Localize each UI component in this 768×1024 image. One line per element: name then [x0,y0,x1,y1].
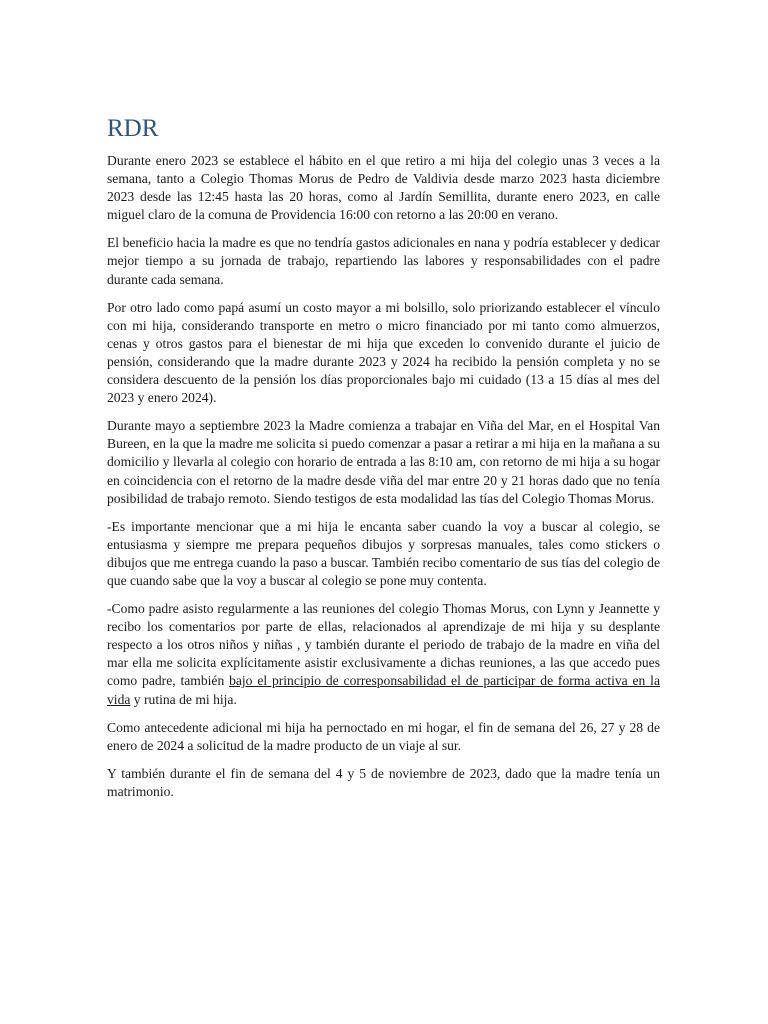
paragraph-school-meetings [107,600,660,709]
school-meetings-text: -Como padre asisto regularmente a las reuniones del colegio Thomas Morus, con Lynn y Jeannette y recibo los comentarios por parte de ellas, relacionados al aprendizaje de mi hija y su desplante respecto a los otros niños y niñas , y también durante el periodo de trabajo de la madre en viña del mar ella me solicita explícitamente asistir exclusivamente a dichas reuniones, a las que accedo pues como padre, también [107,601,660,689]
document-title: RDR [107,115,159,142]
paragraph-overnight-january: Como antecedente adicional mi hija ha pernoctado en mi hogar, el fin de semana del 26, 27 y 28 de enero de 2024 a solicitud de la madre producto de un viaje al sur. [107,719,660,753]
paragraph-father-costs: Por otro lado como papá asumí un costo mayor a mi bolsillo, solo priorizando establecer el vínculo con mi hija, considerando transporte en metro o micro financiado por mi tanto como almuerzos, cenas y otros gastos para el bienestar de mi hija que exceden lo convenido durante el juicio de pensión, considerando que la madre durante 2023 y 2024 ha recibido la pensión completa y no se considera descuento de la pensión los días proporcionales bajo mi cuidado (13 a 15 días al mes del 2023 y enero 2024). [107,299,660,406]
document-page [107,112,660,811]
paragraph-pickup-schedule: Durante enero 2023 se establece el hábito en el que retiro a mi hija del colegio unas 3 veces a la semana, tanto a Colegio Thomas Morus de Pedro de Valdivia desde marzo 2023 hasta diciembre 2023 desde las 12:45 hasta las 20 horas, como al Jardín Semillita, durante enero 2023, en calle miguel claro de la comuna de Providencia 16:00 con retorno a las 20:00 en verano. [107,153,660,223]
paragraph-vina-del-mar: Durante mayo a septiembre 2023 la Madre comienza a trabajar en Viña del Mar, en el Hospital Van Bureen, en la que la madre me solicita si puedo comenzar a pasar a retirar a mi hija en la mañana a su domicilio y llevarla al colegio con horario de entrada a las 8:10 am, con retorno de mi hija a su hogar en coincidencia con el retorno de la madre desde viña del mar entre 20 y 21 horas dado que no tenía posibilidad de trabajo remoto. Siendo testigos de esta modalidad las tías del Colegio Thomas Morus. [107,418,660,506]
paragraph-mother-benefit: El beneficio hacia la madre es que no tendría gastos adicionales en nana y podría establecer y dedicar mejor tiempo a su jornada de trabajo, repartiendo las labores y responsabilidades con el padre durante cada semana. [107,235,660,287]
school-meetings-text-end: y rutina de mi hija. [130,691,237,707]
paragraph-daughter-enthusiasm: -Es importante mencionar que a mi hija le encanta saber cuando la voy a buscar al colegio, se entusiasma y siempre me prepara pequeños dibujos y sorpresas manuales, tales como stickers o dibujos que me entrega cuando la paso a buscar. También recibo comentario de sus tías del colegio de que cuando sabe que la voy a buscar al colegio se pone muy contenta. [107,518,660,588]
coresponsibility-underlined-text: bajo el principio de corresponsabilidad el de participar de forma activa en la vida [107,673,660,707]
paragraph-overnight-november: Y también durante el fin de semana del 4 y 5 de noviembre de 2023, dado que la madre tenía un matrimonio. [107,765,660,799]
